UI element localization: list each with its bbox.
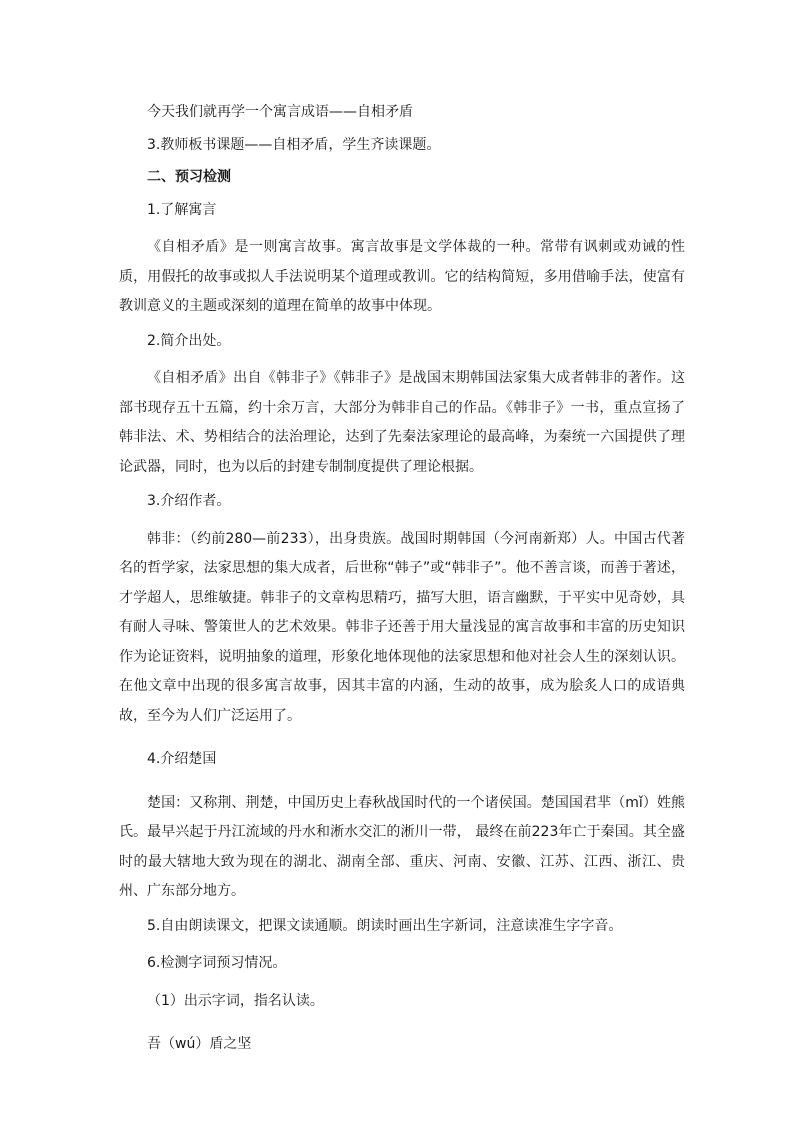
paragraph-step-5: 5.自由朗读课文，把课文读通顺。朗读时画出生字新词，注意读准生字字音。 (147, 917, 623, 934)
document-body (119, 98, 685, 1065)
subheading-author: 3.介绍作者。 (147, 493, 231, 509)
paragraph-author: 韩非：（约前280—前233），出身贵族。战国时期韩国（今河南新郑）人。中国古代著名的哲学家，法家思想的集大成者，后世称“韩子”或“韩非子”。他不善言谈，而善于著述，才学超人，思维敏捷。韩非子的文章构思精巧，描写大胆，语言幽默，于平实中见奇妙，具有耐人寻味、警策世人的艺术效果。韩非子还善于用大量浅显的寓言故事和丰富的历史知识作为论证资料，说明抽象的道理，形象化地体现他的法家思想和他对社会人生的深刻认识。在他文章中出现的很多寓言故事，因其丰富的内涵，生动的故事，成为脍炙人口的成语典故，至今为人们广泛运用了。 (119, 530, 685, 724)
paragraph-intro: 今天我们就再学一个寓言成语——自相矛盾 (147, 104, 413, 120)
paragraph-step-3: 3.教师板书课题——自相矛盾，学生齐读课题。 (147, 136, 441, 153)
section-heading-preview-check: 二、预习检测 (147, 169, 231, 185)
subheading-source: 2.简介出处。 (147, 332, 231, 349)
paragraph-step-6: 6.检测字词预习情况。 (147, 955, 287, 971)
paragraph-vocab-1: 吾（wú）盾之坚 (147, 1036, 252, 1052)
paragraph-chu-state: 楚国：又称荆、荆楚，中国历史上春秋战国时代的一个诸侯国。楚国国君芈（mǐ）姓熊氏。最早兴起于丹江流域的丹水和淅水交汇的淅川一带， 最终在前223年亡于秦国。其全盛时的最大辖地大致为现在的湖北、湖南全部、重庆、河南、安徽、江苏、江西、浙江、贵州、广东部分地方。 (119, 794, 685, 899)
paragraph-fable-definition: 《自相矛盾》是一则寓言故事。寓言故事是文学体裁的一种。常带有讽刺或劝诫的性质，用假托的故事或拟人手法说明某个道理或教训。它的结构简短，多用借喻手法，使富有教训意义的主题或深刻的道理在简单的故事中体现。 (119, 239, 685, 314)
paragraph-step-6-1: （1）出示字词，指名认读。 (147, 992, 324, 1009)
paragraph-source: 《自相矛盾》出自《韩非子》《韩非子》是战国末期韩国法家集大成者韩非的著作。这部书现存五十五篇，约十余万言，大部分为韩非自己的作品。《韩非子》一书，重点宣扬了韩非法、术、势相结合的法治理论，达到了先秦法家理论的最高峰，为秦统一六国提供了理论武器，同时，也为以后的封建专制制度提供了理论根据。 (119, 370, 685, 475)
subheading-understand-fable: 1.了解寓言 (147, 201, 217, 218)
subheading-chu-state: 4.介绍楚国 (147, 751, 217, 767)
